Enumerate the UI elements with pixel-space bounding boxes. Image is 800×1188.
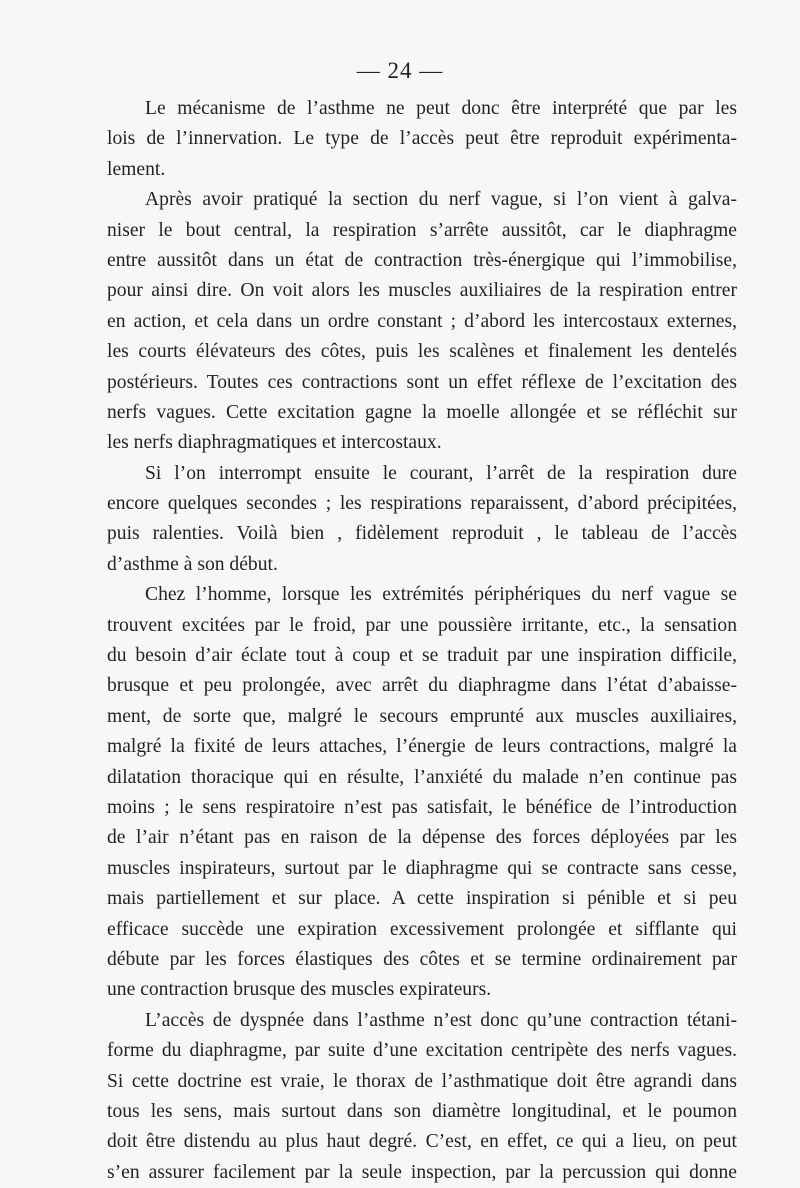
- text-line: du besoin d’air éclate tout à coup et se traduit par une inspiration difficile,: [107, 645, 737, 667]
- body-text: [107, 94, 737, 1188]
- page-number: — 24 —: [356, 58, 444, 83]
- text-line: niser le bout central, la respiration s’arrête aussitôt, car le diaphragme: [107, 219, 737, 241]
- text-line: doit être distendu au plus haut degré. C’est, en effet, ce qui a lieu, on peut: [107, 1131, 737, 1153]
- text-line: forme du diaphragme, par suite d’une excitation centripète des nerfs vagues.: [107, 1040, 737, 1062]
- text-line: brusque et peu prolongée, avec arrêt du diaphragme dans l’état d’abaisse-: [107, 675, 737, 697]
- text-line: L’accès de dyspnée dans l’asthme n’est donc qu’une contraction tétani-: [145, 1009, 737, 1031]
- text-line: trouvent excitées par le froid, par une poussière irritante, etc., la sensation: [107, 614, 737, 636]
- text-line: muscles inspirateurs, surtout par le diaphragme qui se contracte sans cesse,: [107, 857, 737, 879]
- text-line: dilatation thoracique qui en résulte, l’anxiété du malade n’en continue pas: [107, 766, 737, 788]
- text-line: pour ainsi dire. On voit alors les muscles auxiliaires de la respiration entrer: [107, 280, 737, 302]
- text-line: mais partiellement et sur place. A cette inspiration si pénible et si peu: [107, 888, 737, 910]
- text-line: tous les sens, mais surtout dans son diamètre longitudinal, et le poumon: [107, 1100, 737, 1122]
- text-line: les courts élévateurs des côtes, puis les scalènes et finalement les dentelés: [107, 341, 737, 363]
- text-line: entre aussitôt dans un état de contraction très-énergique qui l’immobilise,: [107, 249, 737, 271]
- text-line: de l’air n’étant pas en raison de la dépense des forces déployées par les: [107, 827, 737, 849]
- text-line: d’asthme à son début.: [107, 553, 278, 575]
- text-line: malgré la fixité de leurs attaches, l’énergie de leurs contractions, malgré la: [107, 736, 737, 758]
- text-line: lois de l’innervation. Le type de l’accès peut être reproduit expérimenta-: [107, 128, 737, 150]
- text-line: Chez l’homme, lorsque les extrémités périphériques du nerf vague se: [145, 584, 737, 606]
- text-line: Si cette doctrine est vraie, le thorax de l’asthmatique doit être agrandi dans: [107, 1070, 737, 1092]
- text-line: les nerfs diaphragmatiques et intercostaux.: [107, 432, 442, 454]
- text-line: Si l’on interrompt ensuite le courant, l’arrêt de la respiration dure: [145, 462, 737, 484]
- text-line: une contraction brusque des muscles expirateurs.: [107, 979, 492, 1001]
- text-line: Après avoir pratiqué la section du nerf vague, si l’on vient à galva-: [145, 189, 737, 211]
- text-line: ment, de sorte que, malgré le secours emprunté aux muscles auxiliaires,: [107, 705, 737, 727]
- text-line: moins ; le sens respiratoire n’est pas satisfait, le bénéfice de l’introduction: [107, 796, 737, 818]
- text-line: s’en assurer facilement par la seule inspection, par la percussion qui donne: [107, 1161, 737, 1183]
- text-line: Le mécanisme de l’asthme ne peut donc être interprété que par les: [145, 98, 737, 119]
- text-line: puis ralenties. Voilà bien , fidèlement reproduit , le tableau de l’accès: [107, 523, 737, 545]
- text-line: efficace succède une expiration excessivement prolongée et sifflante qui: [107, 918, 737, 940]
- text-line: nerfs vagues. Cette excitation gagne la moelle allongée et se réfléchit sur: [107, 401, 737, 423]
- text-line: lement.: [107, 158, 166, 180]
- text-line: en action, et cela dans un ordre constant ; d’abord les intercostaux externes,: [107, 310, 737, 332]
- text-line: encore quelques secondes ; les respirations reparaissent, d’abord précipitées,: [107, 493, 737, 515]
- text-line: postérieurs. Toutes ces contractions sont un effet réflexe de l’excitation des: [107, 371, 737, 393]
- text-line: débute par les forces élastiques des côtes et se termine ordinairement par: [107, 948, 737, 970]
